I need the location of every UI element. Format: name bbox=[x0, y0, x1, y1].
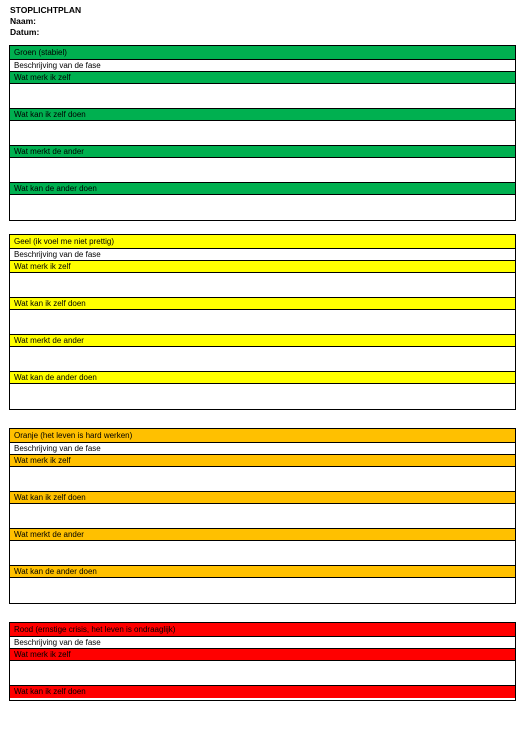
section-yellow-answer-field[interactable] bbox=[10, 273, 515, 298]
section-yellow-answer-field[interactable] bbox=[10, 310, 515, 335]
section-yellow-answer-field[interactable] bbox=[10, 384, 515, 409]
section-green-row-label: Wat kan ik zelf doen bbox=[10, 109, 515, 121]
document-title: STOPLICHTPLAN bbox=[10, 5, 82, 15]
section-orange-answer-field[interactable] bbox=[10, 467, 515, 492]
section-red-answer-field[interactable] bbox=[10, 661, 515, 686]
section-orange-description: Beschrijving van de fase bbox=[10, 443, 515, 455]
section-orange-row-label: Wat merkt de ander bbox=[10, 529, 515, 541]
section-red bbox=[9, 622, 516, 701]
section-green-answer-field[interactable] bbox=[10, 121, 515, 146]
section-red-row-label: Wat merk ik zelf bbox=[10, 649, 515, 661]
section-orange-row-label: Wat kan ik zelf doen bbox=[10, 492, 515, 504]
section-green-answer-field[interactable] bbox=[10, 84, 515, 109]
section-green-answer-field[interactable] bbox=[10, 158, 515, 183]
section-orange-title: Oranje (het leven is hard werken) bbox=[10, 429, 515, 443]
section-yellow-title: Geel (ik voel me niet prettig) bbox=[10, 235, 515, 249]
section-orange-answer-field[interactable] bbox=[10, 541, 515, 566]
section-orange-answer-field[interactable] bbox=[10, 504, 515, 529]
section-yellow-row-label: Wat kan ik zelf doen bbox=[10, 298, 515, 310]
section-green-row-label: Wat kan de ander doen bbox=[10, 183, 515, 195]
section-red-title: Rood (ernstige crisis, het leven is ondraaglijk) bbox=[10, 623, 515, 637]
section-yellow-description: Beschrijving van de fase bbox=[10, 249, 515, 261]
name-label: Naam: bbox=[10, 16, 36, 26]
document-header bbox=[10, 5, 81, 38]
date-label: Datum: bbox=[10, 27, 40, 37]
section-orange-answer-field[interactable] bbox=[10, 578, 515, 603]
section-yellow-row-label: Wat merk ik zelf bbox=[10, 261, 515, 273]
section-yellow-row-label: Wat kan de ander doen bbox=[10, 372, 515, 384]
section-red-description: Beschrijving van de fase bbox=[10, 637, 515, 649]
section-green-row-label: Wat merk ik zelf bbox=[10, 72, 515, 84]
section-red-row-label: Wat kan ik zelf doen bbox=[10, 686, 515, 698]
section-green-description: Beschrijving van de fase bbox=[10, 60, 515, 72]
section-yellow-answer-field[interactable] bbox=[10, 347, 515, 372]
section-green bbox=[9, 45, 516, 221]
section-green-answer-field[interactable] bbox=[10, 195, 515, 220]
section-orange bbox=[9, 428, 516, 604]
section-orange-row-label: Wat kan de ander doen bbox=[10, 566, 515, 578]
section-yellow-row-label: Wat merkt de ander bbox=[10, 335, 515, 347]
section-yellow bbox=[9, 234, 516, 410]
section-green-row-label: Wat merkt de ander bbox=[10, 146, 515, 158]
section-green-title: Groen (stabiel) bbox=[10, 46, 515, 60]
section-orange-row-label: Wat merk ik zelf bbox=[10, 455, 515, 467]
